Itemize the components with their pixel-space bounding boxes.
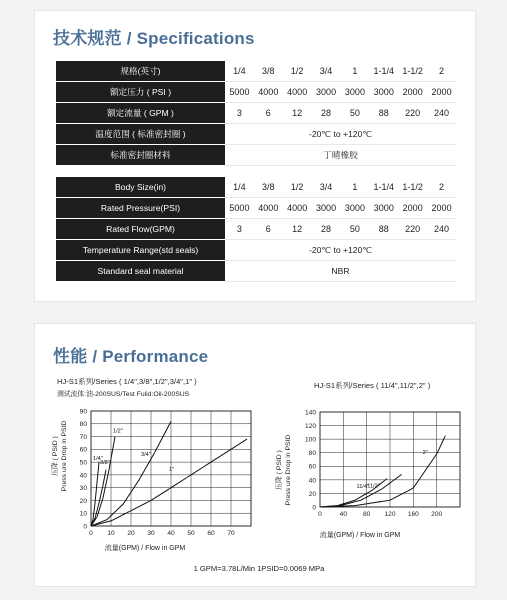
performance-title-separator: / [87,347,103,366]
table-cell: 3000 [369,198,398,219]
performance-title-en: Performance [102,347,209,366]
y-tick-label: 50 [79,459,87,467]
series-label: 3/4" [141,451,151,458]
table-cell: 88 [369,219,398,240]
y-tick-label: 30 [79,485,87,493]
x-tick-label: 200 [431,511,443,518]
y-tick-label: 0 [312,504,316,512]
y-tick-label: 60 [308,463,316,471]
table-row [56,240,456,261]
y-axis-label-cn: 压降 ( PSID ) [276,450,283,490]
row-label-temperature: 温度范围 ( 标准密封圈 ) [56,124,225,145]
table-cell: 3 [225,103,254,124]
table-cell: 28 [312,219,341,240]
x-tick-label: 40 [167,530,175,537]
row-label-size: 规格(英寸) [56,61,225,82]
table-row [56,82,456,103]
series-line [320,436,445,507]
performance-charts [35,324,475,586]
table-cell: 3/8 [254,177,283,198]
table-cell: 3/8 [254,61,283,82]
y-tick-label: 100 [304,436,316,444]
row-label-size: Body Size(in) [56,177,225,198]
y-tick-label: 10 [79,510,87,518]
series-label: 11/4" [356,484,369,491]
table-cell: 240 [427,219,456,240]
spec-table-english [56,177,456,282]
x-tick-label: 60 [207,530,215,537]
table-cell: 2000 [427,198,456,219]
x-tick-label: 40 [339,511,348,518]
table-cell: 1/4 [225,177,254,198]
table-cell: 2 [427,61,456,82]
x-tick-label: 120 [384,511,396,518]
table-row [56,145,456,166]
table-row [56,103,456,124]
table-cell: 220 [398,219,427,240]
table-cell: 5000 [225,198,254,219]
table-cell: 1-1/4 [369,177,398,198]
table-cell: 3000 [312,198,341,219]
row-label-flow: 额定流量 ( GPM ) [56,103,225,124]
y-tick-label: 0 [83,523,87,531]
table-cell: 12 [283,219,312,240]
table-cell: 3 [225,219,254,240]
x-tick-label: 50 [187,530,195,537]
row-label-temperature: Temperature Range(std seals) [56,240,225,261]
y-tick-label: 80 [79,421,87,429]
series-line [320,474,402,507]
specifications-card [34,10,476,302]
table-cell: 3000 [341,82,370,103]
series-line [91,437,115,526]
temperature-value: -20℃ to +120℃ [225,240,456,261]
spec-table-chinese [56,61,456,166]
x-tick-label: 0 [318,511,322,518]
table-cell: 3000 [369,82,398,103]
table-cell: 2000 [398,82,427,103]
table-cell: 2000 [427,82,456,103]
table-row [56,61,456,82]
x-axis-label: 流量(GPM) / Flow in GPM [319,532,401,539]
row-label-pressure: 额定压力 ( PSI ) [56,82,225,103]
x-tick-label: 80 [362,511,371,518]
y-tick-label: 40 [79,472,87,480]
row-label-pressure: Rated Pressure(PSI) [56,198,225,219]
y-axis-label-en: Press ure Drop in PSID [61,420,68,492]
table-cell: 240 [427,103,456,124]
y-axis-label-cn: 压降 ( PSID ) [52,436,59,476]
y-axis-label-en: Press ure Drop in PSID [285,434,292,506]
table-cell: 1/2 [283,61,312,82]
row-label-seal: Standard seal material [56,261,225,282]
series-label: 1/4" [93,456,103,463]
series-label: 3/8" [100,459,110,466]
table-row [56,177,456,198]
conversion-note: 1 GPM=3.78L/Min 1PSID=0.0069 MPa [193,564,325,573]
table-cell: 28 [312,103,341,124]
table-cell: 50 [341,219,370,240]
y-tick-label: 120 [304,422,316,430]
series-label: 1" [169,466,175,473]
y-tick-label: 140 [304,409,316,417]
specifications-title [53,24,255,49]
table-cell: 1-1/2 [398,177,427,198]
series-label: 1/2" [113,428,123,435]
y-tick-label: 60 [79,446,87,454]
row-label-seal: 标准密封圈材料 [56,145,225,166]
table-cell: 3000 [312,82,341,103]
table-cell: 3/4 [312,61,341,82]
table-cell: 1 [341,61,370,82]
table-cell: 6 [254,103,283,124]
table-cell: 3000 [341,198,370,219]
specifications-title-en: Specifications [136,29,255,48]
table-cell: 220 [398,103,427,124]
table-cell: 4000 [254,82,283,103]
seal-value: NBR [225,261,456,282]
chart-series-large [274,380,460,539]
table-cell: 2000 [398,198,427,219]
x-tick-label: 10 [107,530,115,537]
performance-card [34,323,476,587]
chart-series-small [50,376,251,552]
chart-subtitle: 测试流体:油-200SUS/Test Fulid:Oil-200SUS [57,391,190,398]
x-tick-label: 0 [89,530,93,537]
table-cell: 5000 [225,82,254,103]
chart-title: HJ-S1系列/Series ( 11/4",11/2",2" ) [314,381,431,390]
table-cell: 1 [341,177,370,198]
table-cell: 3/4 [312,177,341,198]
table-row [56,124,456,145]
table-cell: 12 [283,103,312,124]
series-label: 11/2" [367,483,380,490]
table-cell: 4000 [254,198,283,219]
y-tick-label: 20 [79,497,87,505]
series-label: 2" [422,450,428,457]
y-tick-label: 40 [308,477,316,485]
specifications-title-separator: / [121,29,137,48]
chart-title: HJ-S1系列/Series ( 1/4",3/8",1/2",3/4",1" ) [57,377,197,386]
table-cell: 1/2 [283,177,312,198]
table-cell: 1-1/2 [398,61,427,82]
table-cell: 4000 [283,82,312,103]
table-cell: 1-1/4 [369,61,398,82]
table-cell: 2 [427,177,456,198]
performance-title-cn: 性能 [53,347,88,366]
table-cell: 88 [369,103,398,124]
y-tick-label: 20 [308,490,316,498]
table-row [56,261,456,282]
x-tick-label: 20 [127,530,135,537]
seal-value: 丁晴橡胶 [225,145,456,166]
temperature-value: -20℃ to +120℃ [225,124,456,145]
table-cell: 4000 [283,198,312,219]
y-tick-label: 70 [79,433,87,441]
x-tick-label: 30 [147,530,155,537]
specifications-title-cn: 技术规范 [53,29,122,48]
table-cell: 6 [254,219,283,240]
x-tick-label: 160 [407,511,419,518]
table-row [56,198,456,219]
table-row [56,219,456,240]
table-cell: 1/4 [225,61,254,82]
row-label-flow: Rated Flow(GPM) [56,219,225,240]
y-tick-label: 80 [308,450,316,458]
x-axis-label: 流量(GPM) / Flow in GPM [104,545,186,552]
y-tick-label: 90 [79,408,87,416]
x-tick-label: 70 [227,530,235,537]
table-cell: 50 [341,103,370,124]
